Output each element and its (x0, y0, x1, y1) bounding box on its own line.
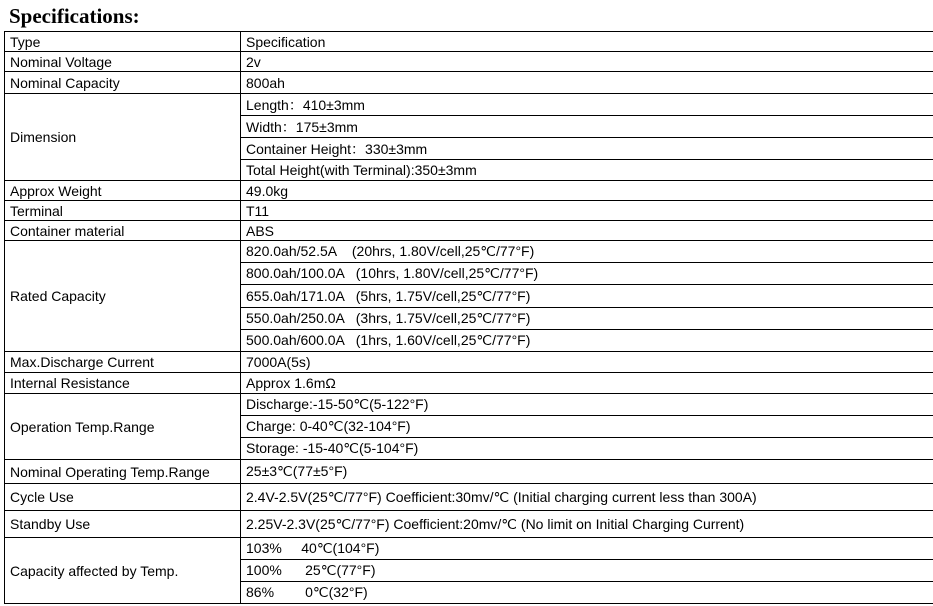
page-title: Specifications: (9, 4, 140, 28)
row-value: Total Height(with Terminal):350±3mm (241, 160, 933, 181)
table-header-row (5, 32, 933, 52)
table-row (5, 221, 933, 241)
column-header-specification: Specification (241, 32, 933, 52)
row-value: Discharge:-15-50℃(5-122°F) (241, 394, 933, 416)
table-row (5, 201, 933, 221)
table-row (5, 181, 933, 201)
row-label: Nominal Capacity (5, 72, 241, 94)
table-row (5, 373, 933, 394)
row-value: 800.0ah/100.0A (10hrs, 1.80V/cell,25℃/77°F) (241, 263, 933, 285)
table-row (5, 241, 933, 263)
row-label: Rated Capacity (5, 241, 241, 352)
row-value: Storage: -15-40℃(5-104°F) (241, 438, 933, 460)
row-value: 100% 25℃(77°F) (241, 560, 933, 582)
row-label: Approx Weight (5, 181, 241, 201)
table-row (5, 52, 933, 72)
row-label: Cycle Use (5, 484, 241, 511)
row-value: 7000A(5s) (241, 352, 933, 373)
row-value: 86% 0℃(32°F) (241, 582, 933, 604)
table-row (5, 72, 933, 94)
table-row (5, 394, 933, 416)
table-row (5, 511, 933, 538)
row-label: Nominal Voltage (5, 52, 241, 72)
specifications-table (4, 31, 933, 604)
table-row (5, 94, 933, 116)
row-value: T11 (241, 201, 933, 221)
row-value: 550.0ah/250.0A (3hrs, 1.75V/cell,25℃/77°F) (241, 308, 933, 330)
row-value: 103% 40℃(104°F) (241, 538, 933, 560)
row-label: Dimension (5, 94, 241, 181)
column-header-type: Type (5, 32, 241, 52)
row-value: 2.25V-2.3V(25℃/77°F) Coefficient:20mv/℃ (No limit on Initial Charging Current) (241, 511, 933, 538)
table-row (5, 538, 933, 560)
row-value: 800ah (241, 72, 933, 94)
row-label: Internal Resistance (5, 373, 241, 394)
row-value: 25±3℃(77±5°F) (241, 460, 933, 484)
row-label: Nominal Operating Temp.Range (5, 460, 241, 484)
row-value: Width：175±3mm (241, 116, 933, 138)
row-label: Terminal (5, 201, 241, 221)
row-value: ABS (241, 221, 933, 241)
table-row (5, 352, 933, 373)
row-value: 2v (241, 52, 933, 72)
row-value: 2.4V-2.5V(25℃/77°F) Coefficient:30mv/℃ (Initial charging current less than 300A) (241, 484, 933, 511)
row-label: Operation Temp.Range (5, 394, 241, 460)
row-value: Container Height：330±3mm (241, 138, 933, 160)
row-value: 500.0ah/600.0A (1hrs, 1.60V/cell,25℃/77°F) (241, 330, 933, 352)
row-value: Approx 1.6mΩ (241, 373, 933, 394)
row-label: Container material (5, 221, 241, 241)
row-value: 655.0ah/171.0A (5hrs, 1.75V/cell,25℃/77°F) (241, 285, 933, 308)
row-value: Length：410±3mm (241, 94, 933, 116)
row-value: 820.0ah/52.5A (20hrs, 1.80V/cell,25℃/77°F) (241, 241, 933, 263)
row-value: 49.0kg (241, 181, 933, 201)
row-label: Capacity affected by Temp. (5, 538, 241, 604)
table-row (5, 484, 933, 511)
row-label: Standby Use (5, 511, 241, 538)
table-row (5, 460, 933, 484)
row-label: Max.Discharge Current (5, 352, 241, 373)
row-value: Charge: 0-40℃(32-104°F) (241, 416, 933, 438)
